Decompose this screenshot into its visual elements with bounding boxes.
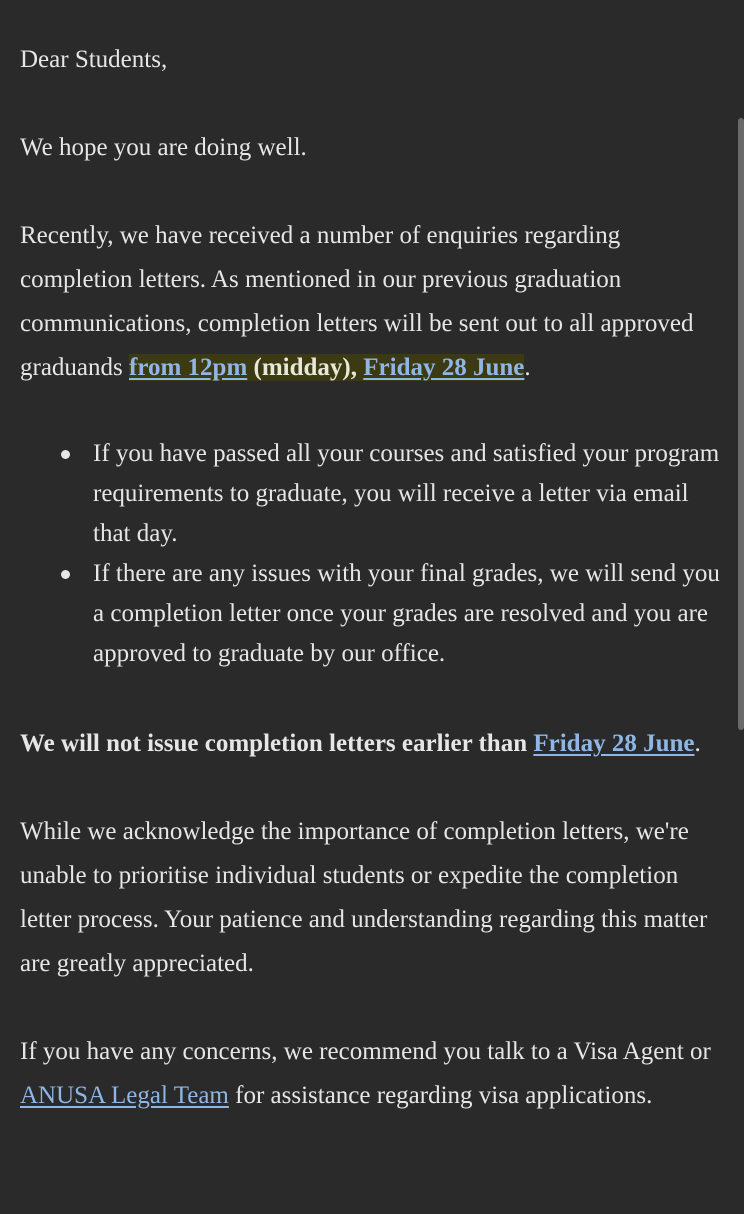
list-item: If you have passed all your courses and satisfied your program requirements to graduate, you will receive a letter via email that day. bbox=[93, 434, 720, 554]
friday-28-june-link[interactable]: Friday 28 June bbox=[363, 354, 525, 381]
bullet-list bbox=[20, 434, 720, 674]
no-early-letters-paragraph bbox=[20, 722, 720, 766]
completion-letters-paragraph bbox=[20, 214, 720, 390]
paragraph-text: Recently, we have received a number of enquiries regarding completion letters. As mentioned in our previous graduation communications, completion letters will be sent out to all approved graduands bbox=[20, 222, 694, 381]
concerns-paragraph: If you have any concerns, we recommend you talk to a Visa Agent or ANUSA Legal Team for assistance regarding visa applications. bbox=[20, 1038, 711, 1109]
scrollbar[interactable] bbox=[738, 118, 744, 730]
list-item: If there are any issues with your final grades, we will send you a completion letter once your grades are resolved and you are approved to graduate by our office. bbox=[93, 554, 720, 674]
midday-text: (midday), bbox=[247, 354, 364, 381]
paragraph-end: . bbox=[694, 730, 701, 757]
hope-line: We hope you are doing well. bbox=[20, 134, 307, 161]
anusa-legal-team-link[interactable]: ANUSA Legal Team bbox=[20, 1082, 229, 1109]
highlighted-date-range bbox=[129, 354, 524, 381]
email-body bbox=[20, 38, 720, 1118]
acknowledgement-paragraph: While we acknowledge the importance of completion letters, we're unable to prioritise individual students or expedite the completion letter process. Your patience and understanding regarding this matter are greatly appreciated. bbox=[20, 818, 708, 977]
bullet-dot-icon bbox=[61, 450, 70, 459]
greeting: Dear Students, bbox=[20, 46, 168, 73]
from-12pm-link[interactable]: from 12pm bbox=[129, 354, 248, 381]
paragraph-end: . bbox=[524, 354, 531, 381]
bullet-dot-icon bbox=[61, 570, 70, 579]
friday-28-june-link-2[interactable]: Friday 28 June bbox=[533, 730, 695, 757]
bold-notice: We will not issue completion letters earlier than bbox=[20, 730, 534, 757]
